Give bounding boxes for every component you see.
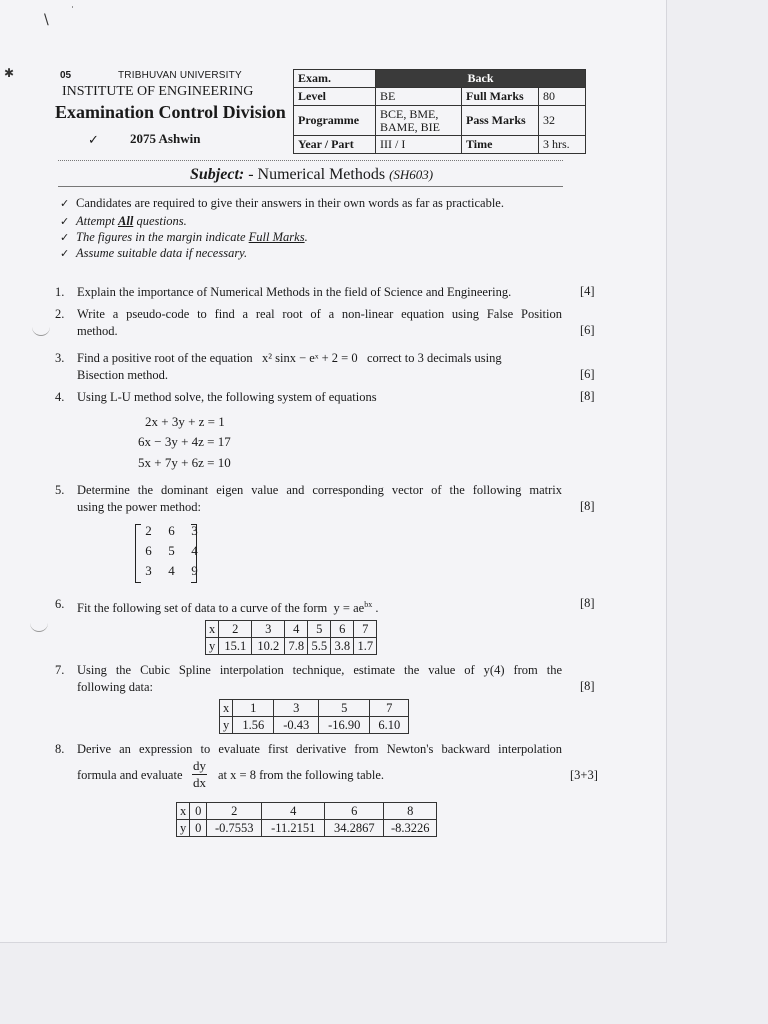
- question-marks: [6]: [580, 323, 595, 337]
- time-value: 3 hrs.: [539, 136, 586, 154]
- table-cell: 6.10: [370, 717, 409, 734]
- level-label: Level: [294, 88, 376, 106]
- question-marks: [8]: [580, 499, 595, 513]
- matrix-row: [137, 521, 206, 541]
- scan-mark: ✱: [4, 66, 15, 80]
- question-marks: [6]: [580, 367, 595, 381]
- table-cell: 5.5: [308, 638, 331, 655]
- table-row: [220, 700, 409, 717]
- programme-value: [376, 106, 462, 136]
- question-text-part: correct to 3 decimals using: [366, 351, 502, 365]
- question-text: Derive an expression to evaluate first derivative from Newton's backward interpolation: [77, 742, 562, 756]
- division-name: Examination Control Division: [55, 102, 286, 122]
- table-cell: 6: [331, 621, 354, 638]
- table-cell: -11.2151: [262, 820, 325, 837]
- instruction-item: [60, 196, 504, 211]
- instruction-text: .: [304, 230, 308, 244]
- question-marks: [8]: [580, 389, 595, 403]
- table-cell: 4: [285, 621, 308, 638]
- table-cell: -0.7553: [207, 820, 262, 837]
- pass-marks-value: 32: [539, 106, 586, 136]
- question-text: formula and evaluate: [77, 768, 183, 782]
- question-number: 5.: [55, 483, 65, 497]
- table-header-cell: y: [177, 820, 190, 837]
- table-cell: 34.2867: [325, 820, 384, 837]
- question-text: [77, 350, 567, 367]
- instruction-emphasis: Full Marks: [248, 230, 305, 244]
- check-mark-icon: ✓: [60, 215, 70, 228]
- institute-name: INSTITUTE OF ENGINEERING: [62, 84, 254, 99]
- table-row: [206, 638, 377, 655]
- table-header-cell: y: [206, 638, 219, 655]
- table-cell: 1: [233, 700, 274, 717]
- subject-name: - Numerical Methods: [248, 166, 386, 183]
- exam-session: 2075 Ashwin: [130, 131, 201, 146]
- equation: 5x + 7y + 6z = 10: [138, 455, 231, 470]
- matrix-cell: 6: [145, 543, 152, 558]
- question-text: Using L-U method solve, the following system of equations: [77, 390, 377, 404]
- time-label: Time: [462, 136, 539, 154]
- full-marks-value: 80: [539, 88, 586, 106]
- question-number: 8.: [55, 742, 65, 756]
- table-cell: 3: [274, 700, 319, 717]
- divider: [58, 186, 563, 187]
- table-cell: 7.8: [285, 638, 308, 655]
- exam-info-table: [293, 69, 586, 154]
- question-text: at x = 8 from the following table.: [218, 768, 385, 782]
- table-cell: 7: [370, 700, 409, 717]
- question-text: following data:: [77, 680, 154, 694]
- question-text: method.: [77, 324, 118, 338]
- matrix-cell: 3: [191, 523, 198, 538]
- table-header-cell: x: [220, 700, 233, 717]
- instruction-text: Assume suitable data if necessary.: [76, 246, 248, 260]
- scan-mark: ˙: [70, 6, 75, 17]
- matrix-cell: 5: [168, 543, 175, 558]
- question-text-part: Fit the following set of data to a curve of the form: [77, 601, 328, 616]
- question-marks: [8]: [580, 596, 595, 610]
- table-cell: 6: [325, 803, 384, 820]
- question-text: Explain the importance of Numerical Methods in the field of Science and Engineering.: [77, 285, 512, 299]
- question-number: 3.: [55, 351, 65, 365]
- table-cell: 4: [262, 803, 325, 820]
- question-number: 6.: [55, 597, 65, 611]
- table-header-cell: x: [177, 803, 190, 820]
- table-cell: 3.8: [331, 638, 354, 655]
- equation: x² sinx − eˣ + 2 = 0: [262, 351, 358, 365]
- exam-label: Exam.: [294, 70, 376, 88]
- table-cell: -16.90: [319, 717, 370, 734]
- instruction-text: Attempt: [76, 214, 119, 228]
- paper-code: 05: [60, 70, 72, 81]
- question-marks: [8]: [580, 679, 595, 693]
- table-header-cell: y: [220, 717, 233, 734]
- table-cell: 7: [354, 621, 377, 638]
- question-number: 7.: [55, 663, 65, 677]
- question-text: Using the Cubic Spline interpolation technique, estimate the value of y(4) from the: [77, 663, 562, 677]
- check-mark-icon: ✓: [60, 197, 70, 210]
- table-cell: 1.56: [233, 717, 274, 734]
- divider: [58, 160, 563, 161]
- table-cell: 0: [190, 803, 207, 820]
- matrix-cell: 6: [168, 523, 175, 538]
- table-cell: 5: [319, 700, 370, 717]
- table-cell: 0: [190, 820, 207, 837]
- derivative-fraction: [192, 758, 207, 791]
- matrix-cell: 3: [145, 563, 152, 578]
- year-part-label: Year / Part: [294, 136, 376, 154]
- fraction-denominator: dx: [193, 775, 206, 790]
- question-marks: [3+3]: [570, 768, 598, 782]
- table-header-cell: x: [206, 621, 219, 638]
- question-text: Bisection method.: [77, 368, 168, 382]
- instruction-text: questions.: [133, 214, 187, 228]
- table-cell: 15.1: [219, 638, 252, 655]
- question-text: [77, 596, 567, 617]
- instruction-text: The figures in the margin indicate: [76, 230, 249, 244]
- question-text-part: .: [375, 601, 379, 616]
- matrix-cell: 4: [191, 543, 198, 558]
- year-part-value: III / I: [376, 136, 462, 154]
- matrix-cell: 4: [168, 563, 175, 578]
- instruction-text: Candidates are required to give their answers in their own words as far as practicable.: [76, 196, 504, 210]
- table-cell: -8.3226: [384, 820, 437, 837]
- formula-exponent: bx: [364, 600, 373, 609]
- question-text: using the power method:: [77, 500, 201, 514]
- table-cell: 2: [219, 621, 252, 638]
- programme-line: BAME, BIE: [380, 119, 440, 134]
- question-number: 4.: [55, 390, 65, 404]
- formula: y = ae: [333, 601, 365, 616]
- data-table-q6: [205, 620, 377, 655]
- full-marks-label: Full Marks: [462, 88, 539, 106]
- exam-type: Back: [376, 70, 586, 88]
- question-text: Write a pseudo-code to find a real root of a non-linear equation using False Position: [77, 307, 562, 321]
- matrix-cell: 9: [191, 563, 198, 578]
- instruction-emphasis: All: [118, 214, 134, 228]
- table-row: [177, 820, 437, 837]
- university-name: TRIBHUVAN UNIVERSITY: [118, 70, 242, 81]
- data-table-q7: [219, 699, 409, 734]
- question-marks: [4]: [580, 284, 595, 298]
- equation: 6x − 3y + 4z = 17: [138, 434, 231, 449]
- equation: 2x + 3y + z = 1: [145, 414, 225, 429]
- programme-label: Programme: [294, 106, 376, 136]
- scan-mark: \: [44, 12, 49, 28]
- question-number: 2.: [55, 307, 65, 321]
- instruction-item: [60, 246, 247, 261]
- subject-label: Subject:: [190, 166, 245, 183]
- table-row: [206, 621, 377, 638]
- scan-mark: [32, 323, 50, 336]
- table-cell: -0.43: [274, 717, 319, 734]
- table-cell: 5: [308, 621, 331, 638]
- question-text-part: Find a positive root of the equation: [77, 351, 253, 365]
- question-number: 1.: [55, 285, 65, 299]
- question-text: Determine the dominant eigen value and corresponding vector of the following matrix: [77, 483, 562, 497]
- instruction-item: [60, 214, 187, 229]
- matrix-row: [137, 541, 206, 561]
- check-mark-icon: ✓: [60, 231, 70, 244]
- level-value: BE: [376, 88, 462, 106]
- matrix: [137, 521, 206, 581]
- subject-code: (SH603): [389, 167, 434, 182]
- table-cell: 2: [207, 803, 262, 820]
- scan-mark: [30, 619, 48, 632]
- fraction-numerator: dy: [193, 758, 206, 773]
- instruction-item: [60, 230, 308, 245]
- table-cell: 10.2: [252, 638, 285, 655]
- table-cell: 8: [384, 803, 437, 820]
- check-mark-icon: ✓: [88, 132, 99, 147]
- data-table-q8: [176, 802, 437, 837]
- table-row: [177, 803, 437, 820]
- table-row: [220, 717, 409, 734]
- matrix-cell: 2: [145, 523, 152, 538]
- table-cell: 1.7: [354, 638, 377, 655]
- table-cell: 3: [252, 621, 285, 638]
- programme-line: BCE, BME,: [380, 106, 439, 121]
- pass-marks-label: Pass Marks: [462, 106, 539, 136]
- check-mark-icon: ✓: [60, 247, 70, 260]
- subject-line: [190, 166, 433, 184]
- matrix-row: [137, 561, 206, 581]
